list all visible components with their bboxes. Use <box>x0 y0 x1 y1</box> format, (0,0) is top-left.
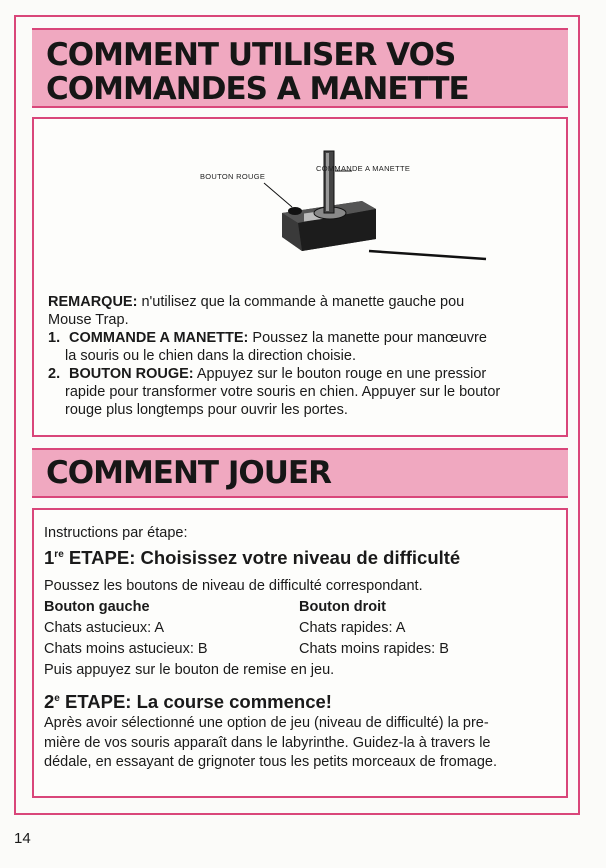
left-button-column <box>44 597 299 660</box>
heading-banner-controls <box>32 28 568 108</box>
list-item <box>48 329 544 347</box>
step1-title <box>44 543 554 570</box>
joystick-illustration <box>194 147 494 277</box>
heading-controls <box>46 38 546 106</box>
step2-line: dédale, en essayant de grignoter tous les petits morceaux de fromage. <box>44 754 497 770</box>
right-row-2: Chats moins rapides: B <box>299 641 449 657</box>
step2-number: 2 <box>44 691 55 712</box>
right-button-column <box>299 597 554 660</box>
left-row-1: Chats astucieux: A <box>44 620 165 636</box>
item-number: 1. <box>48 330 61 346</box>
step2-body <box>44 714 554 773</box>
left-row-2: Chats moins astucieux: B <box>44 641 208 657</box>
step2-line: mière de vos souris apparaît dans le labyrinthe. Guidez-la à travers le <box>44 734 491 751</box>
controls-box <box>32 117 568 437</box>
page-number: 14 <box>14 830 31 847</box>
list-item <box>48 365 544 383</box>
step1-heading: ETAPE: Choisissez votre niveau de difficulté <box>63 547 461 568</box>
item-label: COMMANDE A MANETTE: <box>69 330 249 346</box>
left-button-title: Bouton gauche <box>44 599 150 615</box>
heading-controls-line2: COMMANDES A MANETTE <box>46 71 469 107</box>
step2-line: Après avoir sélectionné une option de jeu (niveau de difficulté) la pre- <box>44 715 489 731</box>
play-box <box>32 508 568 798</box>
remark-line <box>48 293 544 311</box>
step1-number: 1 <box>44 547 55 568</box>
item-text-cont: rapide pour transformer votre souris en chien. Appuyer sur le boutor <box>65 384 501 400</box>
item-text: Appuyez sur le bouton rouge en une pressior <box>193 366 487 382</box>
item-number: 2. <box>48 366 61 382</box>
step1-text: Poussez les boutons de niveau de difficulté correspondant. <box>44 578 423 594</box>
step1-ordinal: re <box>54 549 64 560</box>
item-text-cont: la souris ou le chien dans la direction choisie. <box>65 348 356 364</box>
heading-banner-play <box>32 448 568 498</box>
item-text-cont: rouge plus longtemps pour ouvrir les portes. <box>65 402 348 418</box>
remark-label: REMARQUE: <box>48 294 138 310</box>
heading-controls-line1: COMMENT UTILISER VOS <box>46 37 456 73</box>
difficulty-columns <box>44 597 554 660</box>
remark-block <box>48 293 558 419</box>
step2-heading: ETAPE: La course commence! <box>59 691 332 712</box>
step1-after: Puis appuyez sur le bouton de remise en jeu. <box>44 662 335 678</box>
right-button-title: Bouton droit <box>299 599 386 615</box>
right-row-1: Chats rapides: A <box>299 620 406 636</box>
play-instructions <box>44 524 554 773</box>
item-label: BOUTON ROUGE: <box>69 366 194 382</box>
heading-play: COMMENT JOUER <box>46 455 331 491</box>
item-text: Poussez la manette pour manœuvre <box>248 330 487 346</box>
step2-title <box>44 687 554 714</box>
callout-joystick: COMMANDE A MANETTE <box>316 164 411 173</box>
intro-text: Instructions par étape: <box>44 525 188 541</box>
step2-ordinal: e <box>54 693 60 704</box>
remark-text: n'utilisez que la commande à manette gauche pou <box>137 294 465 310</box>
callout-red-button: BOUTON ROUGE <box>200 172 266 181</box>
remark-line-2: Mouse Trap. <box>48 312 129 328</box>
